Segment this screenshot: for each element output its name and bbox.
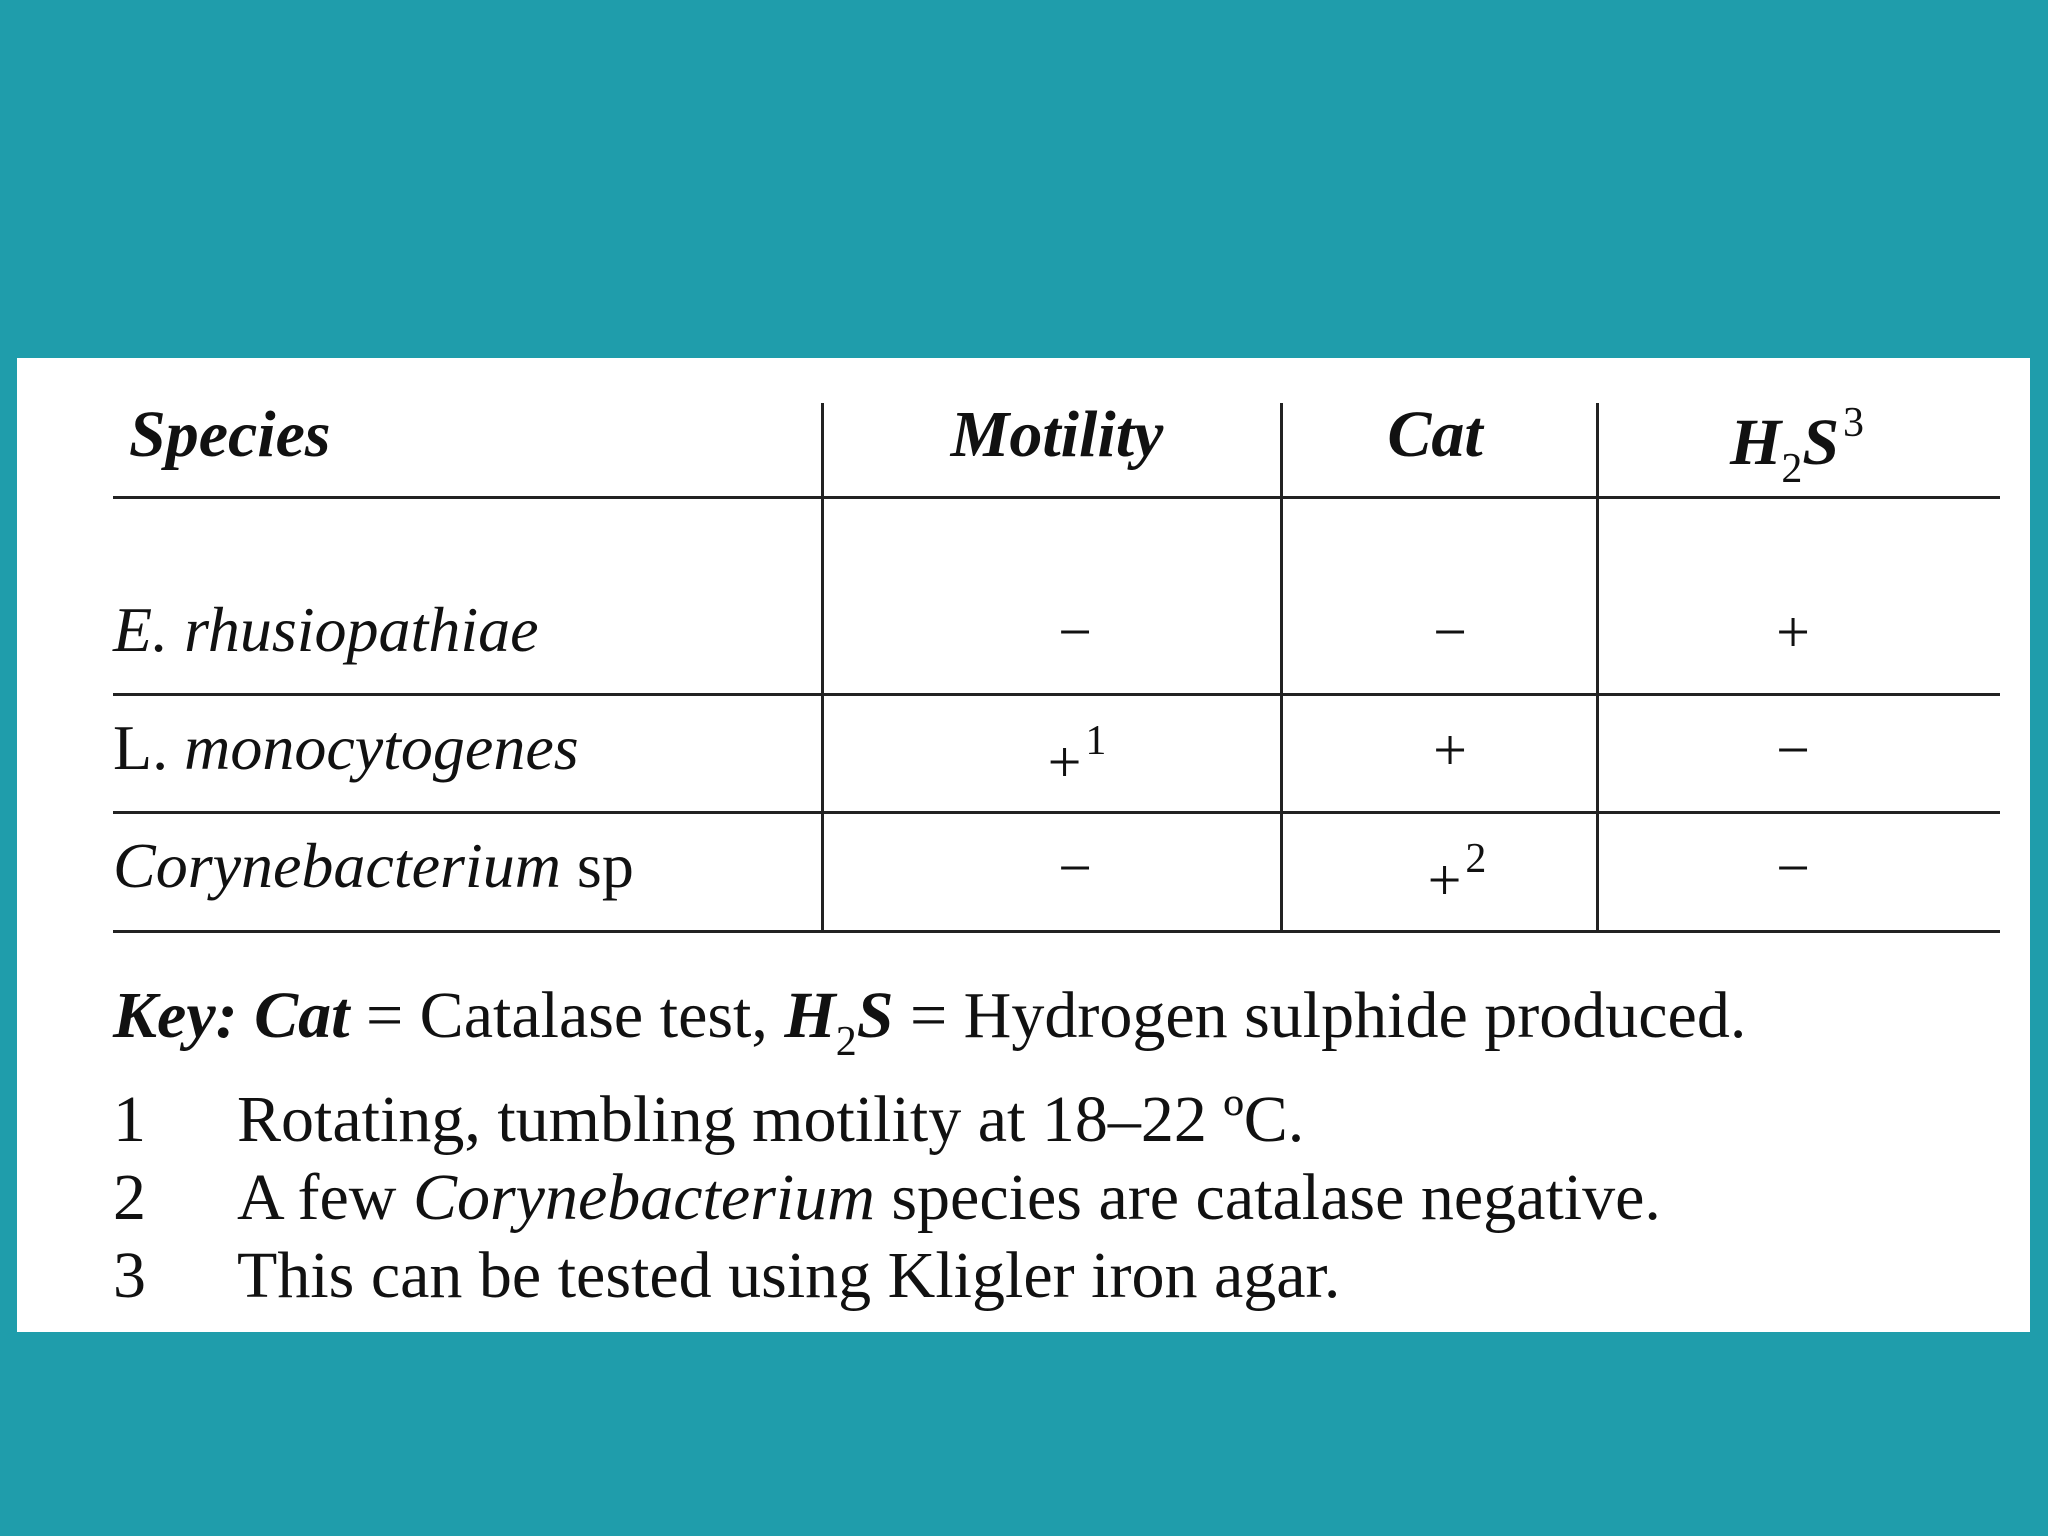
row-3-cat-value: + [1427,847,1462,913]
row-3-species-suffix: sp [560,830,634,901]
footnote-3-number: 3 [113,1239,146,1312]
row-1-motility: − [1058,599,1092,665]
column-divider-2 [1280,403,1283,933]
row-1-cat: − [1433,599,1467,665]
row-3-species-name: Corynebacterium [113,830,561,901]
row-2-motility-value: + [1047,729,1082,795]
key-h2s-definition: = Hydrogen sulphide produced. [893,979,1747,1052]
key-cat-definition: = Catalase test, [349,979,785,1052]
header-cat: Cat [1387,398,1483,471]
row-3-h2s: − [1776,835,1810,901]
footnote-2-suffix: species are catalase negative. [874,1161,1661,1234]
rule-row-1 [113,693,2000,696]
key-h2s-s: S [856,979,894,1052]
row-2-motility [1047,718,1107,795]
header-species: Species [129,398,331,471]
footnote-1-text: Rotating, tumbling motility at 18–22 ºC. [237,1083,1305,1156]
key-cat-abbr: Cat [254,979,350,1052]
header-motility: Motility [950,398,1164,471]
rule-header [113,496,2000,499]
table-card [17,358,2030,1332]
column-divider-1 [821,403,824,933]
footnote-2-prefix: A few [237,1161,413,1234]
row-2-h2s: − [1776,717,1810,783]
row-2-cat: + [1433,717,1467,783]
key-label: Key: [113,979,238,1052]
row-2-species-name: monocytogenes [184,712,579,783]
footnote-3-text: This can be tested using Kligler iron agar. [237,1239,1341,1312]
row-2-motility-footnote: 1 [1085,718,1107,764]
footnote-1-number: 1 [113,1083,146,1156]
footnote-2-text [237,1160,1661,1236]
row-1-species: E. rhusiopathiae [113,594,539,665]
column-divider-3 [1596,403,1599,933]
key-h2s-subscript: 2 [835,1019,857,1065]
footnote-2-number: 2 [113,1161,146,1234]
table-key [113,978,1746,1066]
row-3-motility: − [1058,835,1092,901]
header-h2s-footnote: 3 [1843,400,1865,446]
header-h2s-s: S [1802,406,1840,479]
row-2-species-genus: L. [113,712,185,783]
rule-row-3 [113,930,2000,933]
header-h2s-h: H [1729,406,1782,479]
footnote-2-genus: Corynebacterium [412,1161,875,1234]
row-1-h2s: + [1776,599,1810,665]
rule-row-2 [113,811,2000,814]
row-2-species [113,712,579,783]
row-3-species [113,830,634,901]
header-h2s-subscript: 2 [1781,446,1803,492]
key-h2s-h: H [784,979,836,1052]
row-3-cat-footnote: 2 [1465,836,1487,882]
header-h2s [1730,402,1864,490]
row-3-cat [1427,836,1487,913]
